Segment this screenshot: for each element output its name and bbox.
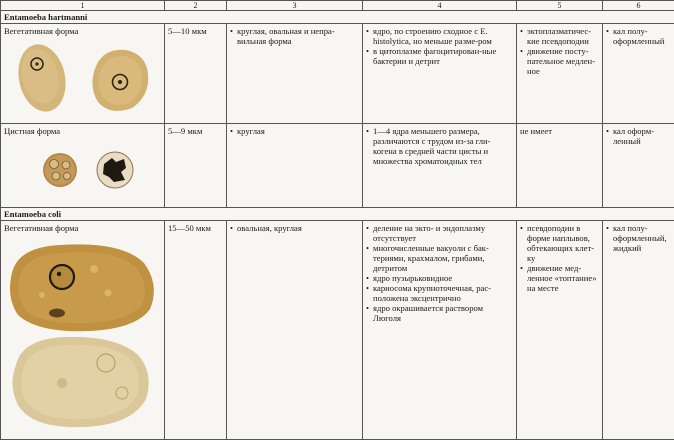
section-header-row (1, 208, 674, 221)
shape-cell (227, 221, 363, 440)
features-cell (363, 124, 517, 208)
stool-cell (603, 24, 674, 124)
shape-cell (227, 124, 363, 208)
shape-cell (227, 24, 363, 124)
form-cell (1, 124, 165, 208)
form-label: Вегетативная форма (4, 223, 161, 233)
hartmanni-trophozoite-micrograph (4, 36, 159, 116)
section-title: Entamoeba coli (1, 208, 674, 221)
stool-item: • кал полу-оформленный (606, 26, 671, 46)
table-row (1, 124, 674, 208)
shape-item: • овальная, круглая (230, 223, 359, 233)
feature-item: • деление на экто- и эндоплазму отсутствует (366, 223, 513, 243)
column-number: 6 (603, 1, 674, 11)
motility-cell: не имеет (517, 124, 603, 208)
column-number: 3 (227, 1, 363, 11)
feature-item: • ядро, по строению сходное с E. histolytica, но меньше разме-ром (366, 26, 513, 46)
section-header-row (1, 11, 674, 24)
motility-cell (517, 24, 603, 124)
motility-item: • эктоплазматичес-кие псевдоподии (520, 26, 599, 46)
hartmanni-cyst-micrograph (4, 136, 159, 200)
motility-item: • движение мед-ленное «топтание» на месте (520, 263, 599, 293)
motility-cell (517, 221, 603, 440)
column-number-row (1, 1, 674, 11)
feature-item: • кариосома крупноточечная, рас-положена эксцентрично (366, 283, 513, 303)
stool-item: • кал полу-оформленный, жидкий (606, 223, 671, 253)
size-cell: 15—50 мкм (165, 221, 227, 440)
column-number: 2 (165, 1, 227, 11)
motility-item: • псевдоподии в форме наплывов, обтекающих клет-ку (520, 223, 599, 263)
shape-item: • круглая (230, 126, 359, 136)
column-number: 1 (1, 1, 165, 11)
table-row (1, 221, 674, 440)
size-cell: 5—10 мкм (165, 24, 227, 124)
feature-item: • ядро окрашивается раствором Люголя (366, 303, 513, 323)
form-cell (1, 24, 165, 124)
stool-cell (603, 221, 674, 440)
feature-item: • многочисленные вакуоли с бак-териями, крахмалом, грибами, детритом (366, 243, 513, 273)
column-number: 4 (363, 1, 517, 11)
form-label: Вегетативная форма (4, 26, 161, 36)
coli-trophozoite-micrograph (4, 233, 159, 433)
section-title: Entamoeba hartmanni (1, 11, 674, 24)
size-cell: 5—9 мкм (165, 124, 227, 208)
form-label: Цистная форма (4, 126, 161, 136)
feature-item: • 1—4 ядра меньшего размера, различаются с трудом из-за гли-когена в средней части цисты и множества хроматоидных тел (366, 126, 513, 166)
shape-item: • круглая, овальная и непра-вильная форма (230, 26, 359, 46)
stool-cell (603, 124, 674, 208)
feature-item: • в цитоплазме фагоцитирован-ные бактерии и детрит (366, 46, 513, 66)
feature-item: • ядро пузырьковидное (366, 273, 513, 283)
column-number: 5 (517, 1, 603, 11)
table-row (1, 24, 674, 124)
features-cell (363, 24, 517, 124)
stool-item: • кал оформ-ленный (606, 126, 671, 146)
motility-item: • движение посту-пательное медлен-ное (520, 46, 599, 76)
form-cell (1, 221, 165, 440)
features-cell (363, 221, 517, 440)
